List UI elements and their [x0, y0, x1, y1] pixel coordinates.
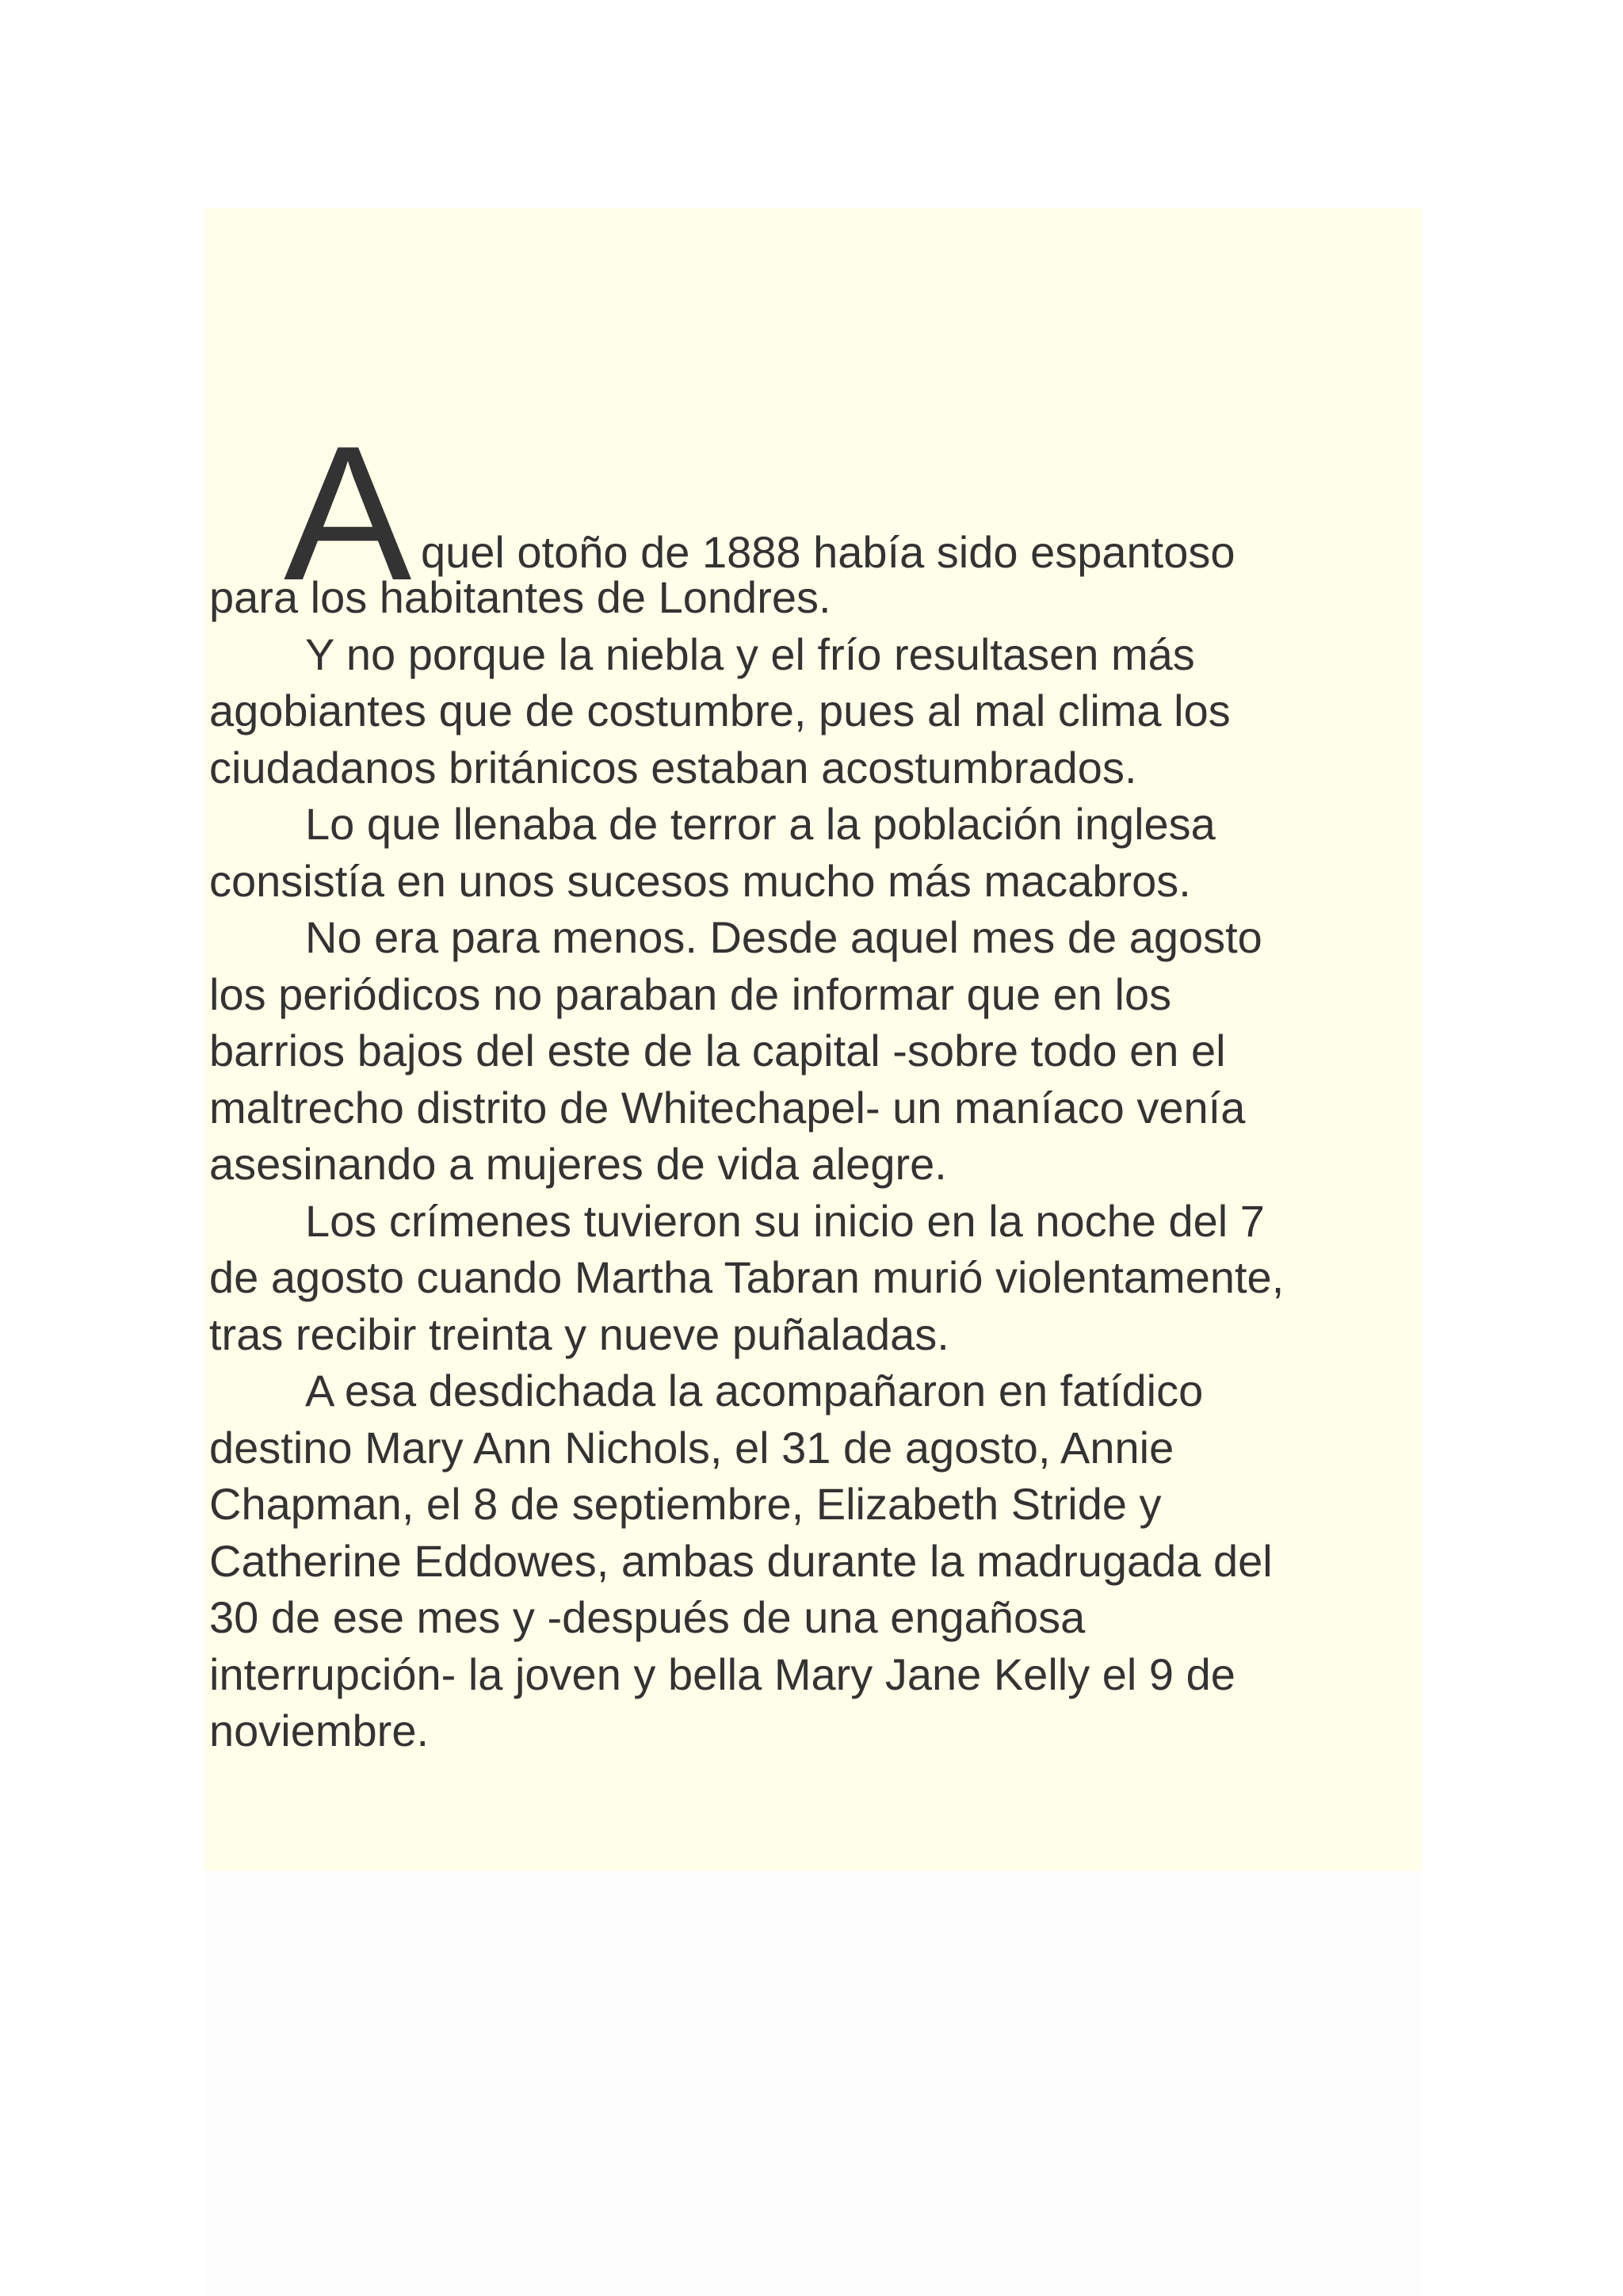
text-line: ciudadanos británicos estaban acostumbrados. [209, 742, 1137, 793]
page-text [209, 407, 1422, 1759]
text-line: interrupción- la joven y bella Mary Jane Kelly el 9 de [209, 1648, 1235, 1699]
text-line: A esa desdichada la acompañaron en fatídico [305, 1366, 1204, 1415]
opening-line-text: quel otoño de 1888 había sido espantoso [421, 527, 1235, 577]
text-line: para los habitantes de Londres. [209, 572, 831, 622]
text-line: Catherine Eddowes, ambas durante la madrugada del [209, 1535, 1273, 1586]
text-line: Lo que llenaba de terror a la población inglesa [305, 799, 1216, 849]
text-line: consistía en unos sucesos mucho más macabros. [209, 855, 1191, 906]
text-line: barrios bajos del este de la capital -sobre todo en el [209, 1026, 1226, 1075]
text-line: 30 de ese mes y -después de una engañosa [209, 1592, 1086, 1642]
text-line: Y no porque la niebla y el frío resultasen más [305, 628, 1195, 679]
text-line: de agosto cuando Martha Tabran murió violentamente, [209, 1252, 1285, 1302]
lower-panel [204, 1870, 1422, 2296]
text-line: tras recibir treinta y nueve puñaladas. [209, 1308, 949, 1359]
text-line: destino Mary Ann Nichols, el 31 de agosto, Annie [209, 1422, 1174, 1473]
text-line: maltrecho distrito de Whitechapel- un maníaco venía [209, 1082, 1246, 1133]
text-line: No era para menos. Desde aquel mes de agosto [305, 912, 1262, 962]
text-line: asesinando a mujeres de vida alegre. [209, 1139, 947, 1189]
text-line: los periódicos no paraban de informar que en los [209, 968, 1172, 1019]
drop-cap: A [284, 407, 412, 621]
text-line: Chapman, el 8 de septiembre, Elizabeth Stride y [209, 1479, 1162, 1529]
text-line: agobiantes que de costumbre, pues al mal clima los [209, 686, 1231, 735]
text-line: noviembre. [209, 1706, 430, 1755]
text-lines [209, 569, 1422, 1759]
text-line: Los crímenes tuvieron su inicio en la noche del 7 [305, 1195, 1265, 1246]
